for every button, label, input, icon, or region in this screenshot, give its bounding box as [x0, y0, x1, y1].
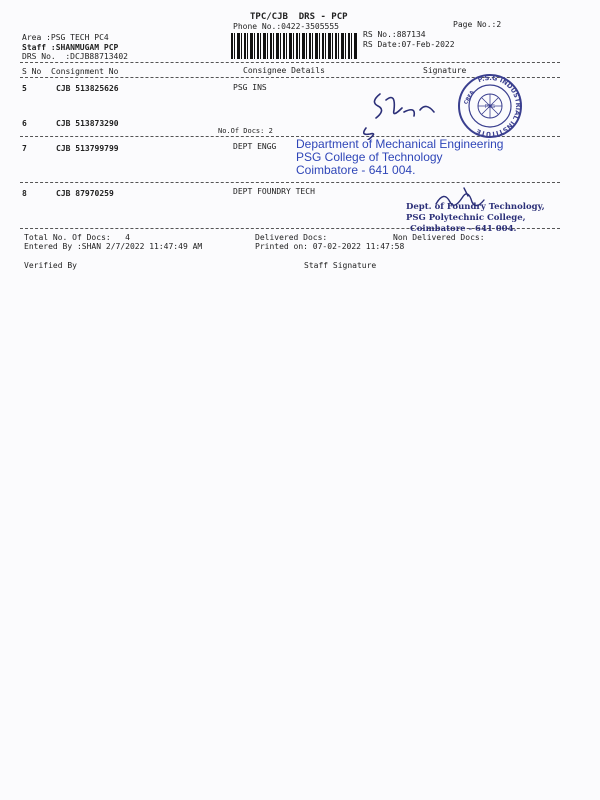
row-sno: 6 [22, 119, 27, 128]
seal-center-text: PSG [484, 104, 496, 110]
row-consignee: DEPT FOUNDRY TECH [233, 187, 315, 196]
page-number: Page No.:2 [453, 20, 502, 29]
col-signature: Signature [423, 66, 467, 75]
signature-scribble [356, 88, 446, 140]
institute-seal [456, 72, 524, 140]
col-consignee: Consignee Details [243, 66, 325, 75]
mech-stamp-line3: Coimbatore - 641 004. [296, 163, 416, 177]
row-consignment: CJB 513825626 [56, 84, 119, 93]
col-sno: S No [22, 67, 42, 76]
foundry-stamp-line3: Coimbatore - 641 004. [410, 224, 517, 234]
mech-stamp-line1: Department of Mechanical Engineering [296, 137, 504, 151]
area-label: Area :PSG TECH PC4 [22, 33, 109, 42]
no-of-docs: No.Of Docs: 2 [218, 127, 273, 135]
row-consignment: CJB 513873290 [56, 119, 119, 128]
foundry-stamp-line2: PSG Polytechnic College, [406, 213, 526, 223]
mech-stamp-line2: PSG College of Technology [296, 150, 443, 164]
delivered-docs: Delivered Docs: [255, 233, 328, 242]
total-docs: Total No. Of Docs: 4 [24, 233, 130, 242]
col-consignment: Consignment No [51, 67, 119, 76]
row-consignment: CJB 513799799 [56, 144, 119, 153]
divider [20, 182, 560, 183]
row-sno: 5 [22, 84, 27, 93]
row-consignee: DEPT ENGG [233, 142, 277, 151]
row-sno: 7 [22, 144, 27, 153]
printed-on: Printed on: 07-02-2022 11:47:58 [255, 242, 405, 251]
divider [20, 62, 560, 63]
drs-number: DRS No. :DCJB88713402 [22, 52, 128, 61]
foundry-stamp-line1: Dept. of Foundry Technology, [406, 202, 545, 212]
staff-label: Staff :SHANMUGAM PCP [22, 43, 119, 52]
row-consignment: CJB 87970259 [56, 189, 114, 198]
entered-by: Entered By :SHAN 2/7/2022 11:47:49 AM [24, 242, 203, 251]
drs-title: TPC/CJB DRS - PCP [250, 12, 348, 22]
non-delivered-docs: Non Delivered Docs: [393, 233, 485, 242]
seal-text: P.S.G INDUSTRIAL INSTITUTE [475, 73, 523, 139]
row-consignee: PSG INS [233, 83, 267, 92]
phone-number: Phone No.:0422-3505555 [233, 22, 339, 31]
rs-date: RS Date:07-Feb-2022 [363, 40, 455, 49]
rs-number: RS No.:887134 [363, 30, 426, 39]
seal-side-text: CBEA [463, 89, 476, 106]
staff-signature: Staff Signature [304, 261, 377, 270]
verified-by: Verified By [24, 261, 77, 270]
row-sno: 8 [22, 189, 27, 198]
barcode [231, 33, 357, 59]
